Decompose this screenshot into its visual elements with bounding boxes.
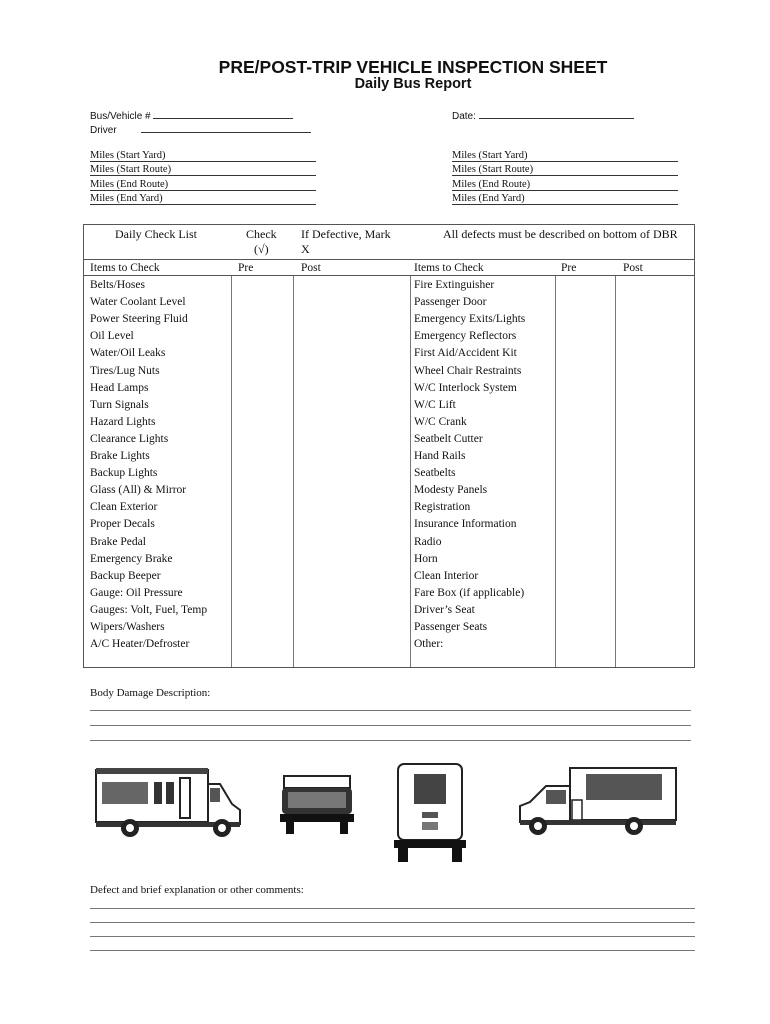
pre-check-cell-right[interactable] bbox=[556, 551, 615, 568]
pre-check-cell-right[interactable] bbox=[556, 448, 615, 465]
checklist-item-right: Registration bbox=[414, 501, 471, 514]
post-check-cell-left[interactable] bbox=[294, 585, 410, 602]
pre-check-cell-right[interactable] bbox=[556, 568, 615, 585]
pre-check-cell-left[interactable] bbox=[232, 294, 293, 311]
body-damage-line[interactable] bbox=[90, 725, 691, 726]
check-mark-symbol: (√) bbox=[254, 242, 269, 256]
checklist-item-left: Emergency Brake bbox=[90, 552, 173, 565]
bus-side-view-right-diagram bbox=[516, 764, 680, 838]
checklist-item-left: Clearance Lights bbox=[90, 432, 169, 445]
checklist-item-left: Proper Decals bbox=[90, 518, 155, 531]
pre-check-cell-left[interactable] bbox=[232, 363, 293, 380]
post-check-cell-left[interactable] bbox=[294, 363, 410, 380]
driver-label: Driver bbox=[90, 125, 117, 136]
pre-check-cell-left[interactable] bbox=[232, 482, 293, 499]
checklist-item-left: Water Coolant Level bbox=[90, 296, 186, 309]
post-check-cell-left[interactable] bbox=[294, 397, 410, 414]
comments-line[interactable] bbox=[90, 922, 695, 923]
checklist-item-right: Passenger Seats bbox=[414, 621, 488, 633]
pre-check-cell-right[interactable] bbox=[556, 311, 615, 328]
bus-vehicle-label: Bus/Vehicle # bbox=[90, 111, 151, 122]
post-check-cell-right[interactable] bbox=[616, 328, 695, 345]
checklist-item-left: Glass (All) & Mirror bbox=[90, 484, 187, 497]
pre-check-cell-left[interactable] bbox=[232, 277, 293, 294]
comments-label: Defect and brief explanation or other comments: bbox=[90, 884, 304, 896]
post-check-cell-right[interactable] bbox=[616, 585, 695, 602]
pre-check-cell-left[interactable] bbox=[232, 397, 293, 414]
pre-check-cell-left[interactable] bbox=[232, 585, 293, 602]
pre-check-cell-right[interactable] bbox=[556, 585, 615, 602]
post-check-cell-left[interactable] bbox=[294, 516, 410, 533]
pre-check-cell-right[interactable] bbox=[556, 414, 615, 431]
comments-line[interactable] bbox=[90, 950, 695, 951]
post-check-cell-right[interactable] bbox=[616, 431, 695, 448]
pre-check-cell-right[interactable] bbox=[556, 499, 615, 516]
miles-right-label: Miles (End Yard) bbox=[452, 193, 678, 205]
bus-vehicle-field[interactable] bbox=[90, 109, 293, 122]
checklist-item-right: Passenger Door bbox=[414, 296, 487, 309]
post-check-cell-left[interactable] bbox=[294, 328, 410, 345]
post-check-cell-left[interactable] bbox=[294, 568, 410, 585]
post-check-cell-left[interactable] bbox=[294, 311, 410, 328]
checklist-item-right: Horn bbox=[414, 552, 438, 565]
miles-right-label: Miles (Start Yard) bbox=[452, 150, 678, 162]
post-check-cell-right[interactable] bbox=[616, 516, 695, 533]
pre-check-cell-left[interactable] bbox=[232, 499, 293, 516]
post-check-cell-left[interactable] bbox=[294, 380, 410, 397]
post-check-cell-right[interactable] bbox=[616, 380, 695, 397]
bus-vehicle-line bbox=[153, 109, 293, 119]
checklist-item-right: W/C Lift bbox=[414, 398, 456, 411]
checklist-item-left: Turn Signals bbox=[90, 398, 149, 411]
post-check-cell-right[interactable] bbox=[616, 345, 695, 362]
post-check-cell-right[interactable] bbox=[616, 619, 695, 636]
inspection-checklist-table bbox=[83, 224, 695, 668]
post-check-cell-right[interactable] bbox=[616, 534, 695, 551]
post-check-cell-right[interactable] bbox=[616, 551, 695, 568]
miles-left-label: Miles (Start Route) bbox=[90, 164, 316, 176]
miles-right-field[interactable] bbox=[452, 164, 678, 176]
body-damage-line[interactable] bbox=[90, 710, 691, 711]
miles-left-field[interactable] bbox=[90, 164, 316, 176]
checklist-item-left: Water/Oil Leaks bbox=[90, 347, 166, 360]
checklist-item-left: Backup Beeper bbox=[90, 569, 161, 582]
post-check-cell-left[interactable] bbox=[294, 499, 410, 516]
pre-check-cell-right[interactable] bbox=[556, 516, 615, 533]
pre-check-cell-right[interactable] bbox=[556, 363, 615, 380]
col-post-left: Post bbox=[301, 262, 321, 274]
column-header-divider bbox=[84, 275, 694, 276]
pre-check-cell-left[interactable] bbox=[232, 345, 293, 362]
post-check-cell-right[interactable] bbox=[616, 499, 695, 516]
checklist-item-right: Insurance Information bbox=[414, 518, 517, 531]
checklist-item-left: Power Steering Fluid bbox=[90, 313, 188, 326]
pre-check-cell-left[interactable] bbox=[232, 568, 293, 585]
checklist-item-left: Oil Level bbox=[90, 330, 134, 343]
checklist-item-right: Emergency Exits/Lights bbox=[414, 313, 526, 326]
body-damage-label: Body Damage Description: bbox=[90, 687, 211, 699]
pre-check-cell-left[interactable] bbox=[232, 551, 293, 568]
post-check-cell-left[interactable] bbox=[294, 431, 410, 448]
body-damage-line[interactable] bbox=[90, 740, 691, 741]
checklist-item-left: Belts/Hoses bbox=[90, 279, 145, 291]
driver-line bbox=[141, 123, 311, 133]
checklist-item-right: Emergency Reflectors bbox=[414, 330, 517, 343]
pre-check-cell-right[interactable] bbox=[556, 619, 615, 636]
post-check-cell-right[interactable] bbox=[616, 602, 695, 619]
pre-check-cell-right[interactable] bbox=[556, 277, 615, 294]
miles-right-field[interactable] bbox=[452, 150, 678, 162]
pre-check-cell-right[interactable] bbox=[556, 431, 615, 448]
checklist-heading: Daily Check List bbox=[115, 227, 197, 241]
miles-left-field[interactable] bbox=[90, 179, 316, 191]
post-check-cell-right[interactable] bbox=[616, 465, 695, 482]
post-check-cell-right[interactable] bbox=[616, 482, 695, 499]
checklist-item-left: Hazard Lights bbox=[90, 415, 156, 428]
post-check-cell-left[interactable] bbox=[294, 619, 410, 636]
pre-check-cell-left[interactable] bbox=[232, 414, 293, 431]
post-check-cell-left[interactable] bbox=[294, 465, 410, 482]
pre-check-cell-right[interactable] bbox=[556, 380, 615, 397]
checklist-item-right: Radio bbox=[414, 535, 442, 548]
post-check-cell-right[interactable] bbox=[616, 568, 695, 585]
col-pre-left: Pre bbox=[238, 262, 254, 274]
post-check-cell-left[interactable] bbox=[294, 294, 410, 311]
col-pre-right: Pre bbox=[561, 262, 577, 274]
pre-check-cell-right[interactable] bbox=[556, 345, 615, 362]
defective-mark-symbol: X bbox=[301, 242, 310, 256]
pre-check-cell-right[interactable] bbox=[556, 397, 615, 414]
pre-check-cell-right[interactable] bbox=[556, 636, 615, 653]
checklist-item-right: W/C Interlock System bbox=[414, 381, 517, 394]
checklist-item-left: Head Lamps bbox=[90, 381, 149, 394]
pre-check-cell-left[interactable] bbox=[232, 311, 293, 328]
pre-check-cell-left[interactable] bbox=[232, 328, 293, 345]
miles-left-field[interactable] bbox=[90, 150, 316, 162]
bus-side-view-left-diagram bbox=[92, 764, 244, 840]
pre-check-cell-left[interactable] bbox=[232, 516, 293, 533]
checklist-item-right: Clean Interior bbox=[414, 569, 479, 582]
checklist-item-right: Driver’s Seat bbox=[414, 603, 475, 616]
pre-check-cell-right[interactable] bbox=[556, 602, 615, 619]
checklist-item-right: Modesty Panels bbox=[414, 484, 488, 497]
date-line bbox=[479, 109, 634, 119]
post-check-cell-left[interactable] bbox=[294, 551, 410, 568]
driver-field[interactable] bbox=[90, 123, 311, 136]
comments-line[interactable] bbox=[90, 908, 695, 909]
pre-check-cell-right[interactable] bbox=[556, 294, 615, 311]
checklist-item-right: Wheel Chair Restraints bbox=[414, 364, 522, 377]
checklist-item-left: Gauges: Volt, Fuel, Temp bbox=[90, 603, 208, 616]
post-check-cell-left[interactable] bbox=[294, 602, 410, 619]
page-title: PRE/POST-TRIP VEHICLE INSPECTION SHEET bbox=[218, 57, 608, 77]
miles-right-label: Miles (End Route) bbox=[452, 179, 678, 191]
date-field[interactable] bbox=[452, 109, 634, 122]
checklist-item-left: Brake Lights bbox=[90, 450, 150, 462]
col-items-left: Items to Check bbox=[90, 262, 160, 274]
miles-left-label: Miles (End Yard) bbox=[90, 193, 316, 205]
checklist-item-right: Seatbelt Cutter bbox=[414, 432, 483, 445]
defect-note: All defects must be described on bottom of DBR bbox=[443, 227, 678, 241]
checklist-item-right: Fire Extinguisher bbox=[414, 279, 495, 291]
header-divider bbox=[84, 259, 694, 260]
pre-check-cell-left[interactable] bbox=[232, 602, 293, 619]
post-check-cell-left[interactable] bbox=[294, 277, 410, 294]
miles-right-label: Miles (Start Route) bbox=[452, 164, 678, 176]
post-check-cell-left[interactable] bbox=[294, 534, 410, 551]
check-header-label: Check bbox=[246, 227, 277, 241]
post-check-cell-left[interactable] bbox=[294, 636, 410, 653]
pre-check-cell-right[interactable] bbox=[556, 465, 615, 482]
bus-rear-view-diagram bbox=[392, 760, 468, 864]
pre-check-cell-left[interactable] bbox=[232, 431, 293, 448]
defective-header-label: If Defective, Mark bbox=[301, 227, 391, 241]
post-check-cell-right[interactable] bbox=[616, 294, 695, 311]
pre-check-cell-left[interactable] bbox=[232, 448, 293, 465]
post-check-cell-right[interactable] bbox=[616, 636, 695, 653]
miles-right-field[interactable] bbox=[452, 193, 678, 205]
post-check-cell-left[interactable] bbox=[294, 448, 410, 465]
col-items-right: Items to Check bbox=[414, 262, 484, 274]
bus-front-view-diagram bbox=[278, 770, 356, 836]
checklist-item-right: Fare Box (if applicable) bbox=[414, 586, 525, 599]
post-check-cell-right[interactable] bbox=[616, 448, 695, 465]
middle-divider bbox=[410, 276, 411, 667]
pre-check-cell-left[interactable] bbox=[232, 465, 293, 482]
checklist-item-right: First Aid/Accident Kit bbox=[414, 347, 517, 360]
miles-right-field[interactable] bbox=[452, 179, 678, 191]
pre-check-cell-right[interactable] bbox=[556, 482, 615, 499]
checklist-item-right: Hand Rails bbox=[414, 450, 466, 462]
miles-left-label: Miles (End Route) bbox=[90, 179, 316, 191]
comments-line[interactable] bbox=[90, 936, 695, 937]
checklist-item-left: Tires/Lug Nuts bbox=[90, 364, 160, 377]
pre-check-cell-left[interactable] bbox=[232, 636, 293, 653]
post-check-cell-right[interactable] bbox=[616, 363, 695, 380]
checklist-item-left: A/C Heater/Defroster bbox=[90, 638, 190, 651]
col-post-right: Post bbox=[623, 262, 643, 274]
post-check-cell-right[interactable] bbox=[616, 277, 695, 294]
post-check-cell-left[interactable] bbox=[294, 414, 410, 431]
date-label: Date: bbox=[452, 111, 476, 122]
checklist-item-right: Seatbelts bbox=[414, 467, 456, 480]
checklist-item-left: Backup Lights bbox=[90, 467, 158, 480]
miles-left-field[interactable] bbox=[90, 193, 316, 205]
checklist-item-left: Brake Pedal bbox=[90, 535, 146, 548]
page-subtitle: Daily Bus Report bbox=[354, 76, 472, 92]
miles-left-label: Miles (Start Yard) bbox=[90, 150, 316, 162]
post-check-cell-right[interactable] bbox=[616, 414, 695, 431]
post-check-cell-right[interactable] bbox=[616, 397, 695, 414]
checklist-item-right: Other: bbox=[414, 638, 444, 651]
post-check-cell-left[interactable] bbox=[294, 482, 410, 499]
pre-check-cell-left[interactable] bbox=[232, 619, 293, 636]
pre-check-cell-left[interactable] bbox=[232, 534, 293, 551]
pre-check-cell-right[interactable] bbox=[556, 328, 615, 345]
checklist-item-left: Clean Exterior bbox=[90, 501, 158, 514]
checklist-item-left: Gauge: Oil Pressure bbox=[90, 586, 183, 599]
checklist-item-left: Wipers/Washers bbox=[90, 621, 165, 633]
pre-check-cell-right[interactable] bbox=[556, 534, 615, 551]
post-check-cell-left[interactable] bbox=[294, 345, 410, 362]
post-check-cell-right[interactable] bbox=[616, 311, 695, 328]
pre-check-cell-left[interactable] bbox=[232, 380, 293, 397]
checklist-item-right: W/C Crank bbox=[414, 415, 467, 428]
